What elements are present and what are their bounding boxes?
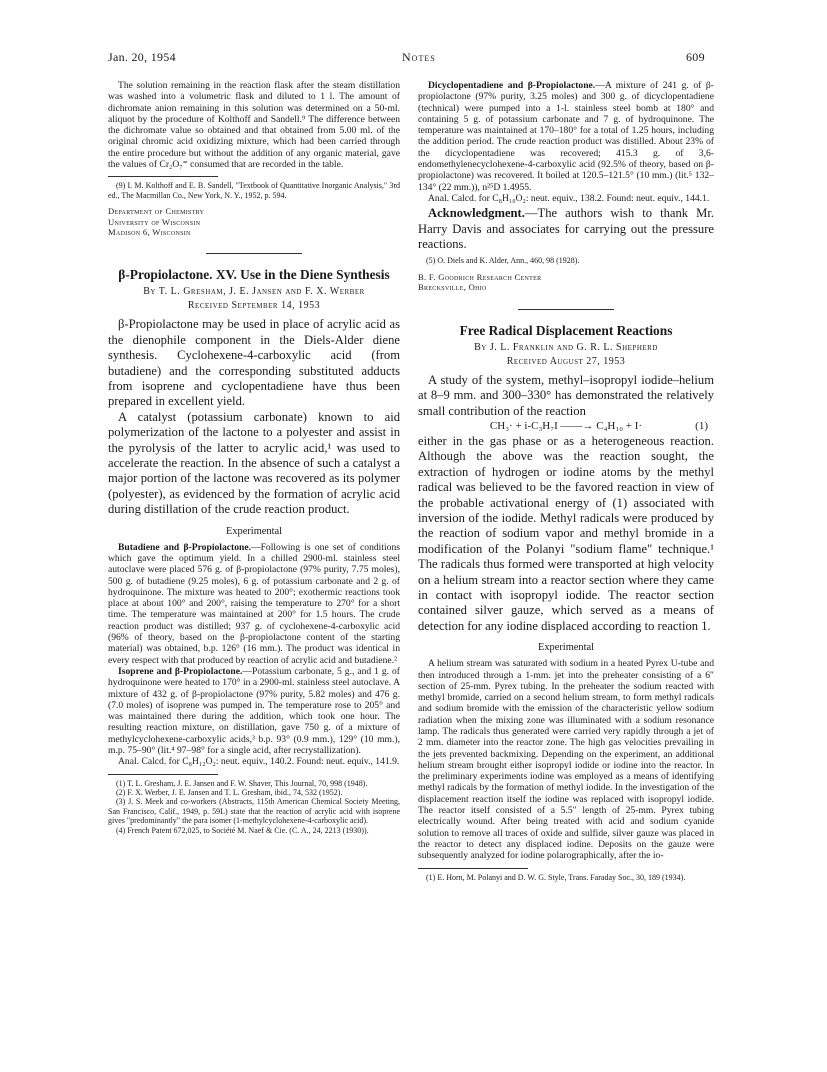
article-authors: By J. L. Franklin and G. R. L. Shepherd bbox=[474, 341, 658, 353]
butadiene-paragraph bbox=[108, 542, 400, 666]
received-date: Received August 27, 1953 bbox=[506, 355, 626, 367]
affiliation-line: Madison 6, Wisconsin bbox=[108, 227, 191, 237]
received-date: Received September 14, 1953 bbox=[187, 300, 321, 312]
footnote-9-text: (9) I. M. Kolthoff and E. B. Sandell, "Textbook of Quantitative Inorganic Analysis," 3rd ed., The Macmillan Co., New York, N. Y., 1952, p. 594. bbox=[108, 181, 400, 200]
footnote-rule bbox=[108, 774, 218, 775]
header-page-number: 609 bbox=[686, 50, 705, 64]
left-column bbox=[108, 80, 400, 835]
right-column bbox=[418, 80, 714, 882]
isoprene-paragraph bbox=[108, 666, 400, 756]
article-separator bbox=[518, 309, 614, 310]
affiliation-line: Department of Chemistry bbox=[108, 206, 205, 217]
dicyclopentadiene-paragraph bbox=[418, 80, 714, 193]
reaction-equation bbox=[418, 419, 714, 434]
footnote-5 bbox=[418, 256, 714, 265]
footnote-rule bbox=[108, 176, 218, 177]
footnote-9 bbox=[108, 181, 400, 200]
equation-number: (1) bbox=[695, 419, 708, 432]
affiliation-line: B. F. Goodrich Research Center bbox=[418, 271, 542, 282]
article-title: β-Propiolactone. XV. Use in the Diene Synthesis bbox=[118, 267, 390, 283]
affiliation-wisconsin bbox=[108, 206, 400, 237]
experimental-paragraph: A helium stream was saturated with sodium in a heated Pyrex U-tube and then introduced through a 1-mm. jet into the preheater consisting of a 6″ section of 25-mm. Pyrex tubing. In the preheater the sodium reacted with methyl bromide, carried on a second helium stream, to form methyl radicals and sodium bromide with the emission of the characteristic yellow sodium radiation when the mixing zone was illuminated with a sodium resonance lamp. The radicals thus generated were carried very rapidly through a jet of 2 mm. diameter into the reactor zone. The high gas velocities prevailing in the jets prevented backmixing. Depending on the experiment, an additional helium stream brought either isopropyl iodide or iodine into the reactor. In the preliminary experiments iodine was employed as a means of identifying methyl radicals by the formation of methyl iodide. In the investigation of the displacement reaction itself the iodine was replaced with isopropyl iodide. The reactor itself consisted of a 5.5″ length of 25-mm. Pyrex tubing electrically wound. After being treated with acid and sodium cyanide solution to remove all traces of oxide and sulfide, silver gauze was placed in the reactor to detect any displaced iodine. Deposits on the gauze were subsequently analyzed for iodine polarographically, after the io- bbox=[418, 658, 714, 862]
acknowledgment-paragraph bbox=[418, 206, 714, 252]
experimental-heading: Experimental bbox=[538, 642, 594, 654]
intro-continued-paragraph: either in the gas phase or as a heterogeneous reaction. Although the above was the reaction sought, the extraction of hydrogen or iodine atoms by the methyl radical was believed to be the favored reaction in view of the probable activational energy of (1) associated with inversion of the iodide. Methyl radicals were produced by the reaction of sodium vapor and methyl bromide in a modification of the Polanyi "sodium flame" technique.¹ The radicals thus formed were transported at high velocity on a helium stream into a reactor section where they came in contact with isopropyl iodide. The reactor section contained silver gauze, which served as a means of detection for any iodine displaced according to reaction 1. bbox=[418, 433, 714, 633]
footnote-rule bbox=[418, 868, 528, 869]
header-section: Notes bbox=[402, 50, 436, 64]
intro-paragraph: The solution remaining in the reaction flask after the steam distillation was washed into a volumetric flask and diluted to 1 l. The amount of dichromate anion remaining in this solution was determined on a 50-ml. aliquot by the procedure of Kolthoff and Sandell.⁹ The difference between the dichromate value so obtained and that obtained from 5.00 ml. of the original chromic acid oxidizing mixture, which had been carried through the entire procedure but without the addition of any organic material, gave the values of Cr₂O₇⁼ consumed that are recorded in the table. bbox=[108, 80, 400, 171]
intro-paragraph: A study of the system, methyl–isopropyl iodide–helium at 8–9 mm. and 300–330° has demonstrated the relatively small contribution of the reaction bbox=[418, 372, 714, 418]
footnote-1-text: (1) E. Horn, M. Polanyi and D. W. G. Style, Trans. Faraday Soc., 30, 189 (1934). bbox=[426, 872, 686, 882]
article-authors: By T. L. Gresham, J. E. Jansen and F. X. Werber bbox=[143, 286, 365, 298]
acknowledgment-title: Acknowledgment. bbox=[428, 206, 525, 221]
header-date: Jan. 20, 1954 bbox=[108, 50, 176, 64]
dicyclopentadiene-analysis: Anal. Calcd. for C₈H₁₀O₂: neut. equiv., 138.2. Found: neut. equiv., 144.1. bbox=[428, 192, 710, 204]
footnote-right bbox=[418, 873, 714, 882]
isoprene-text: —Potassium carbonate, 5 g., and 1 g. of hydroquinone were heated to 170° in a 2900-ml. stainless steel autoclave. A mixture of 432 g. of β-propiolactone (97% purity, 5.82 moles) and 476 g. (7.0 moles) of isoprene was pumped in. The temperature rose to 205° and was maintained there during the addition, which took one hour. The resulting reaction mixture, on distillation, gave 750 g. of a mixture of methylcyclohexene-carboxylic acids,³ b.p. 93° (0.9 mm.), 129° (10 mm.), m.p. 75–90° (lit.⁴ 97–98° for a single acid, after recrystallization). bbox=[108, 665, 400, 757]
footnote-3: (3) J. S. Meek and co-workers (Abstracts, 115th American Chemical Society Meeting, San Francisco, Calif., 1949, p. 59L) state that the reaction of acrylic acid with isoprene gives "predominantly" the para isomer (1-methylcyclohexene-4-carboxylic acid). bbox=[108, 797, 400, 826]
footnotes-left bbox=[108, 779, 400, 835]
article-title: Free Radical Displacement Reactions bbox=[459, 322, 673, 338]
dicyclopentadiene-text: —A mixture of 241 g. of β-propiolactone (97% purity, 3.25 moles) and 300 g. of dicyclopentadiene (technical) were pumped into a 1-l. stainless steel bomb at 180° and containing 5 g. of potassium carbonate and 7 g. of hydroquinone. The temperature was maintained at 170–180° for a total of 1.25 hours, including the addition period. The crude reaction product was distilled. About 23% of the dicyclopentadiene was recovered; 415.3 g. of 3,6-endomethylenecyclohexene-4-carboxylic acid (92.5% of theory, based on β-propiolactone) was recovered. It boiled at 120.5–121.5° (10 mm.) (lit.⁵ 132–134° (22 mm.)), n²⁵D 1.4955. bbox=[418, 80, 715, 193]
article-separator bbox=[206, 253, 302, 254]
footnote-5-text: (5) O. Diels and K. Alder, Ann., 460, 98 (1928). bbox=[426, 256, 580, 266]
butadiene-title: Butadiene and β-Propiolactone. bbox=[118, 541, 251, 553]
footnote-2: (2) F. X. Werber, J. E. Jansen and T. L. Gresham, ibid., 74, 532 (1952). bbox=[116, 788, 343, 798]
acknowledgment-text: —The authors wish to thank Mr. Harry Davis and associates for carrying out the pressure reactions. bbox=[418, 206, 714, 252]
abstract-paragraph: A catalyst (potassium carbonate) known to aid polymerization of the lactone to a polyester and assist in the pyrolysis of the latter to acrylic acid,¹ was used to accelerate the reaction. In the absence of such a catalyst a major portion of the lactone was recovered as its polymer (polyester), as evidenced by the formation of acrylic acid during distillation of the crude reaction product. bbox=[108, 409, 400, 517]
affiliation-line: Brecksville, Ohio bbox=[418, 282, 487, 293]
dicyclopentadiene-title: Dicyclopentadiene and β-Propiolactone. bbox=[428, 80, 596, 91]
abstract-paragraph: β-Propiolactone may be used in place of acrylic acid as the dienophile component in the Diels-Alder diene synthesis. Cyclohexene-4-carboxylic acid (from butadiene) and the corresponding substituted adducts from isoprene and cyclopentadiene have thus been prepared in excellent yield. bbox=[108, 317, 400, 409]
equation-text: CH₃· + i-C₃H₇I ——→ C₄H₁₀ + I· bbox=[489, 419, 643, 432]
experimental-heading: Experimental bbox=[226, 525, 282, 537]
isoprene-title: Isoprene and β-Propiolactone. bbox=[118, 665, 243, 677]
footnote-1: (1) T. L. Gresham, J. E. Jansen and F. W. Shaver, This Journal, 70, 998 (1948). bbox=[116, 778, 368, 788]
affiliation-goodrich bbox=[418, 272, 714, 293]
butadiene-text: —Following is one set of conditions which gave the optimum yield. In a chilled 2900-ml. stainless steel autoclave were placed 576 g. of β-propiolactone (97% purity, 7.75 moles), 500 g. of butadiene (9.25 moles), 6 g. of potassium carbonate and 2 g. of hydroquinone. The mixture was heated to 200°; exothermic reactions took place at about 100° and 200°, raising the temperature to 270° for a short time. The temperature was maintained at 200° for 1.5 hours. The crude reaction product was distilled; 937 g. of cyclohexene-4-carboxylic acid (96% of theory, based on the β-propiolactone content of the starting material) was obtained, b.p. 126° (16 mm.). The product was identical in every respect with that produced by reaction of acrylic acid and butadiene.² bbox=[108, 541, 400, 666]
affiliation-line: University of Wisconsin bbox=[108, 216, 201, 227]
isoprene-analysis: Anal. Calcd. for C₈H₁₂O₂: neut. equiv., 140.2. Found: neut. equiv., 141.9. bbox=[118, 756, 400, 768]
footnote-4: (4) French Patent 672,025, to Société M. Naef & Cie. (C. A., 24, 2213 (1930)). bbox=[116, 825, 369, 835]
